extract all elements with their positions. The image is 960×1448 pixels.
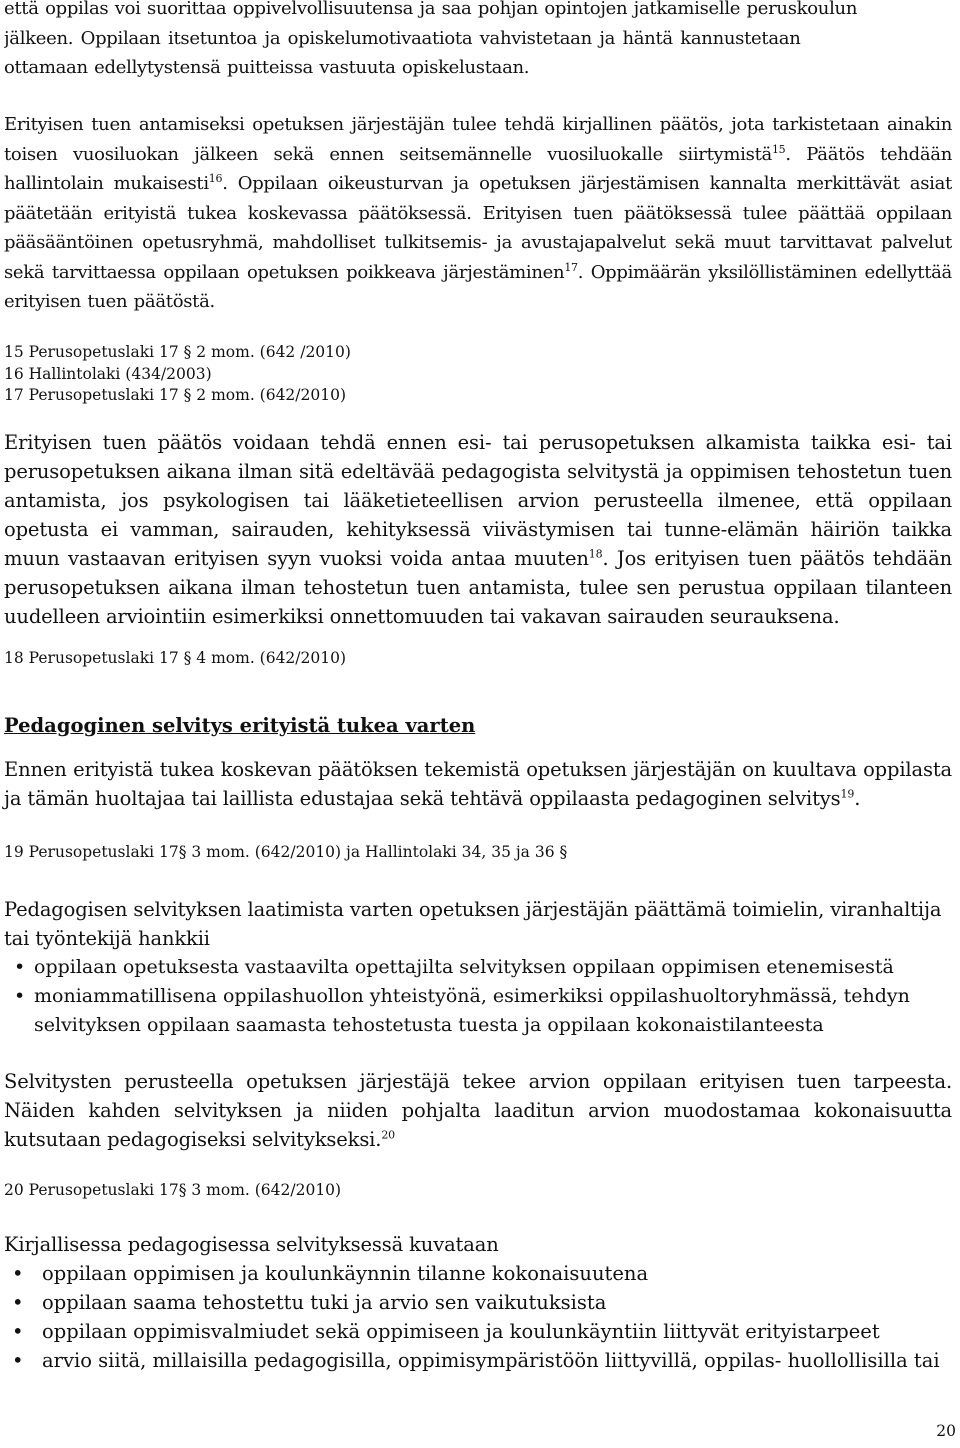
list-item: • moniammatillisena oppilashuollon yhteistyönä, esimerkiksi oppilashuoltoryhmässä, tehdyn: [4, 982, 952, 1011]
footnote-ref: 15: [771, 142, 786, 156]
section-heading: Pedagoginen selvitys erityistä tukea varten: [4, 714, 476, 737]
list-item: • oppilaan oppimisen ja koulunkäynnin tilanne kokonaisuutena: [4, 1259, 952, 1288]
summary-paragraph: Selvitysten perusteella opetuksen järjestäjä tekee arvion oppilaan erityisen tuen tarpeesta. Näiden kahden selvityksen ja niiden pohjalta laaditun arvion muodostamaa kokonaisuutta kutsutaan pedagogiseksi selvitykseksi.$^{20}$: [4, 1070, 952, 1151]
footnote-ref: 19: [840, 787, 855, 801]
page-number: 20: [936, 1422, 956, 1440]
early-decision-paragraph: Erityisen tuen päätös voidaan tehdä ennen esi- tai perusopetuksen alkamista taikka esi- tai perusopetuksen aikana ilman sitä edeltävää pedagogista selvitystä ja oppimisen tehostetun tuen antamista, jos psykologisen tai lääketieteellisen arvion perusteella ilmenee, että oppilaan opetusta ei vamman, sairauden, kehityksessä viivästymisen tai tunne-elämän häiriön taikka muun vastaavan erityisen syyn vuoksi voida antaa muuten$^{18}$. Jos erityisen tuen päätös tehdään perusopetuksen aikana ilman tehostetun tuen antamista, tulee sen perustua oppilaan tilanteen uudelleen arviointiin esimerkiksi onnettomuuden tai vakavan sairauden seurauksena.: [4, 431, 952, 628]
intro-line: ottamaan edellytystensä puitteissa vastuuta opiskelustaan.: [4, 57, 530, 78]
written-list: [4, 1259, 952, 1375]
list-item: • oppilaan oppimisvalmiudet sekä oppimiseen ja koulunkäyntiin liittyvät erityistarpeet: [4, 1317, 952, 1346]
footnote: 15 Perusopetuslaki 17 § 2 mom. (642 /2010): [4, 343, 351, 361]
footnotes-block: [4, 342, 952, 407]
footnote-ref: 20: [381, 1128, 396, 1142]
list-item-continuation: selvityksen oppilaan saamasta tehostetusta tuesta ja oppilaan kokonaistilanteesta: [34, 1014, 824, 1036]
intro-paragraph: [4, 0, 952, 83]
preparation-intro: Pedagogisen selvityksen laatimista varten opetuksen järjestäjän päättämä toimielin, viranhaltija tai työntekijä hankkii: [4, 898, 942, 950]
footnote: 19 Perusopetuslaki 17§ 3 mom. (642/2010) ja Hallintolaki 34, 35 ja 36 §: [4, 843, 568, 861]
footnote: 16 Hallintolaki (434/2003): [4, 364, 212, 383]
intro-line: että oppilas voi suorittaa oppivelvollisuutensa ja saa pohjan opintojen jatkamiselle peruskoulun: [4, 0, 858, 19]
footnote-ref: 16: [208, 172, 223, 185]
footnote-ref: 17: [564, 260, 578, 274]
footnote: 17 Perusopetuslaki 17 § 2 mom. (642/2010): [4, 386, 347, 404]
footnote: 20 Perusopetuslaki 17§ 3 mom. (642/2010): [4, 1181, 342, 1199]
preparation-list: [4, 953, 952, 1040]
list-item: • oppilaan saama tehostettu tuki ja arvio sen vaikutuksista: [4, 1288, 952, 1317]
list-item: • oppilaan opetuksesta vastaavilta opettajilta selvityksen oppilaan oppimisen etenemisestä: [4, 953, 952, 982]
footnote: 18 Perusopetuslaki 17 § 4 mom. (642/2010): [4, 649, 347, 667]
written-intro: Kirjallisessa pedagogisessa selvityksessä kuvataan: [4, 1233, 499, 1256]
intro-line: jälkeen. Oppilaan itsetuntoa ja opiskelumotivaatiota vahvistetaan ja häntä kannustetaan: [4, 27, 801, 49]
decision-paragraph: Erityisen tuen antamiseksi opetuksen järjestäjän tulee tehdä kirjallinen päätös, jota tarkistetaan ainakin toisen vuosiluokan jälkeen sekä ennen seitsemännelle vuosiluokalle siirtymistä$^{15}$. Päätös tehdään hallintolain mukaisesti$^{16}$. Oppilaan oikeusturvan ja opetuksen järjestämisen kannalta merkittävät asiat päätetään erityistä tukea koskevassa päätöksessä. Erityisen tuen päätöksessä tulee päättää oppilaan pääsääntöinen opetusryhmä, mahdolliset tulkitsemis- ja avustajapalvelut sekä muut tarvittavat palvelut sekä tarvittaessa oppilaan opetuksen poikkeava järjestäminen$^{17}$. Oppimäärän yksilöllistäminen edellyttää erityisen tuen päätöstä.: [4, 114, 952, 312]
list-item: • arvio siitä, millaisilla pedagogisilla, oppimisympäristöön liittyvillä, oppilas- huollollisilla tai: [4, 1346, 952, 1375]
assessment-paragraph: Ennen erityistä tukea koskevan päätöksen tekemistä opetuksen järjestäjän on kuultava oppilasta ja tämän huoltajaa tai laillista edustajaa sekä tehtävä oppilaasta pedagoginen selvitys$^{19}$.: [4, 758, 952, 810]
footnote-ref: 18: [588, 547, 603, 561]
